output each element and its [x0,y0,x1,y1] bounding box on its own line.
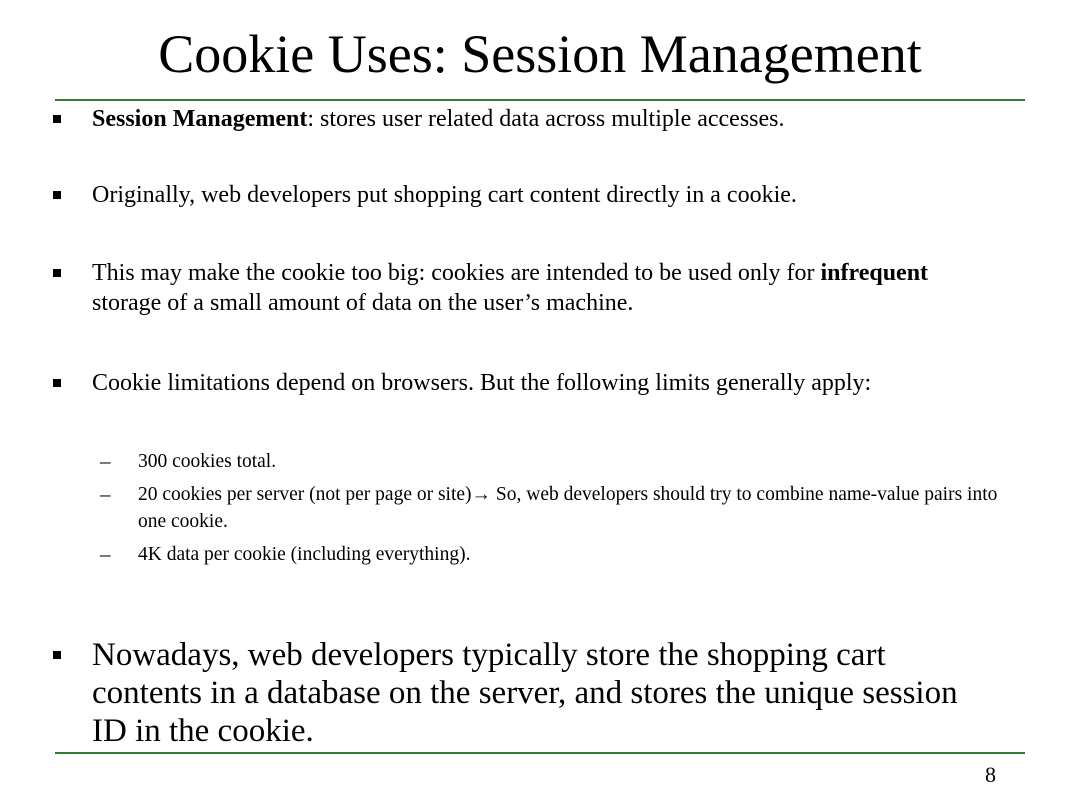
bullet-originally [53,180,998,210]
bullet-text-continued: storage of a small amount of data on the user’s machine. [92,290,634,316]
bullet-cookie-limitations [53,368,998,398]
bullet-text: This may make the cookie too big: cookies are intended to be used only for [92,260,821,286]
sub-bullet-text: 20 cookies per server (not per page or site)→ So, web developers should try to combine name-value pairs into one cookie. [138,484,998,532]
dash-marker: – [100,449,111,473]
bullet-text: Originally, web developers put shopping cart content directly in a cookie. [92,182,797,208]
sub-bullet-text: 4K data per cookie (including everything). [138,544,471,565]
square-bullet-icon [53,115,61,123]
bullet-strong-text: Session Management [92,106,308,132]
sub-bullet-item [100,541,1020,568]
page-number: 8 [985,762,996,787]
bullet-text: : stores user related data across multiple accesses. [307,106,785,132]
bullet-session-management [53,104,998,134]
dash-marker: – [100,542,111,566]
square-bullet-icon [53,651,61,659]
dash-marker: – [100,482,111,506]
sub-bullet-item [100,448,1020,475]
sub-bullet-text: 300 cookies total. [138,451,277,472]
title-divider [55,99,1025,101]
slide-title: Cookie Uses: Session Management [158,24,922,84]
square-bullet-icon [53,269,61,277]
sub-bullet-list [100,448,1020,574]
bullet-nowadays [53,636,998,750]
bullet-cookie-too-big [53,258,998,318]
bullet-strong-text: infrequent [820,260,929,286]
bullet-text: Cookie limitations depend on browsers. But the following limits generally apply: [92,370,872,396]
bullet-text: Nowadays, web developers typically store the shopping cart contents in a database on the server, and stores the unique session ID in the cookie. [92,637,958,749]
square-bullet-icon [53,379,61,387]
sub-bullet-item [100,481,1020,535]
square-bullet-icon [53,191,61,199]
footer-divider [55,752,1025,754]
